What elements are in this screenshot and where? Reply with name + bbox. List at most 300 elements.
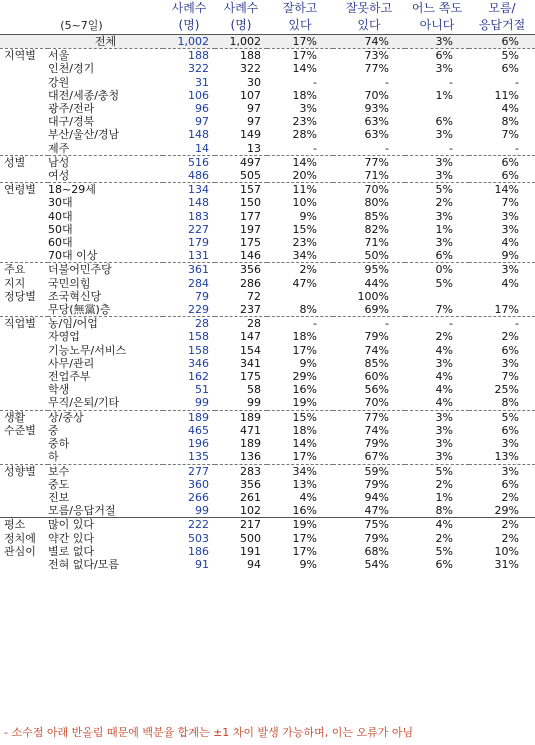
row-sample-count-1: 148 xyxy=(188,128,209,142)
row-subgroup-label: 중도 xyxy=(48,477,70,491)
row-pct-neither: 6% xyxy=(405,49,469,63)
row-pct-neither: 3% xyxy=(435,437,453,451)
row-pct-neither: 3% xyxy=(435,209,453,223)
header-dk-line2: 응답거절 xyxy=(478,18,526,32)
row-subgroup-label: 하 xyxy=(48,450,59,464)
row-pct-neither: 3% xyxy=(435,62,453,76)
row-pct-doing-well: 14% xyxy=(292,437,317,451)
row-subgroup-label: 전혀 없다/모름 xyxy=(48,557,119,571)
row-subgroup-label: 60대 xyxy=(48,236,73,250)
row-pct-neither: 1% xyxy=(435,490,453,504)
row-pct-neither: 4% xyxy=(435,383,453,397)
row-group-label: 수준별 xyxy=(4,423,36,437)
table-row xyxy=(0,558,535,571)
row-pct-doing-badly: 70% xyxy=(333,183,405,197)
row-subgroup-label: 인천/경기 xyxy=(48,62,95,76)
row-group-label xyxy=(0,89,48,102)
row-sample-count-2: 102 xyxy=(240,504,261,518)
row-sample-count-2: 356 xyxy=(240,477,261,491)
row-sample-count-1: 188 xyxy=(163,49,215,63)
row-sample-count-2: 471 xyxy=(240,423,261,437)
table-row xyxy=(0,317,535,331)
row-pct-dont-know: 3% xyxy=(501,222,519,236)
row-sample-count-2: 500 xyxy=(240,531,261,545)
row-pct-neither xyxy=(405,290,469,303)
row-pct-doing-well: 28% xyxy=(292,128,317,142)
row-pct-dont-know: 25% xyxy=(494,383,519,397)
row-group-label xyxy=(0,491,48,504)
table-row xyxy=(0,128,535,141)
row-pct-doing-badly: 47% xyxy=(364,504,389,518)
row-sample-count-2: 94 xyxy=(247,557,261,571)
row-pct-neither: 0% xyxy=(405,263,469,277)
row-pct-dont-know: 3% xyxy=(501,209,519,223)
table-row xyxy=(0,169,535,183)
row-pct-dont-know: 29% xyxy=(494,504,519,518)
row-sample-count-1: 158 xyxy=(188,330,209,344)
row-pct-doing-well: 23% xyxy=(292,115,317,129)
row-pct-dont-know: 7% xyxy=(501,370,519,384)
row-group-label xyxy=(0,437,48,450)
table-row xyxy=(0,330,535,343)
row-pct-doing-well: 17% xyxy=(267,49,333,63)
row-group-label: 연령별 xyxy=(0,183,48,197)
row-pct-dont-know: 2% xyxy=(501,490,519,504)
row-pct-doing-badly: 74% xyxy=(364,343,389,357)
row-pct-doing-badly: - xyxy=(385,141,389,155)
row-group-label xyxy=(0,223,48,236)
table-row xyxy=(0,437,535,450)
row-pct-doing-well: 47% xyxy=(292,276,317,290)
row-sample-count-2: 72 xyxy=(247,289,261,303)
table-row xyxy=(0,115,535,128)
row-group-label xyxy=(0,115,48,128)
table-row xyxy=(0,303,535,317)
table-header xyxy=(0,0,535,35)
row-pct-doing-badly: 54% xyxy=(364,557,389,571)
row-sample-count-2: 97 xyxy=(247,102,261,116)
row-pct-neither: 2% xyxy=(435,330,453,344)
row-sample-count-2: 197 xyxy=(240,222,261,236)
table-row xyxy=(0,155,535,169)
row-sample-count-1: 222 xyxy=(163,518,215,532)
row-sample-count-2: 189 xyxy=(240,437,261,451)
row-group-label xyxy=(0,142,48,156)
row-group-label xyxy=(0,344,48,357)
row-subgroup-label: 학생 xyxy=(48,383,70,397)
row-pct-neither: - xyxy=(405,317,469,331)
row-sample-count-1: 361 xyxy=(163,263,215,277)
row-subgroup-label: 18~29세 xyxy=(48,183,163,197)
row-pct-neither: 1% xyxy=(435,88,453,102)
row-subgroup-label: 제주 xyxy=(48,141,70,155)
row-pct-dont-know: 6% xyxy=(501,477,519,491)
row-pct-doing-well: 15% xyxy=(267,410,333,424)
row-pct-doing-well: 14% xyxy=(267,155,333,169)
row-pct-doing-badly: 74% xyxy=(364,423,389,437)
row-pct-dont-know: 4% xyxy=(501,102,519,116)
row-pct-doing-badly: 77% xyxy=(333,410,405,424)
row-pct-doing-badly: 75% xyxy=(333,518,405,532)
table-row xyxy=(0,196,535,209)
row-pct-dont-know: 7% xyxy=(501,196,519,210)
row-sample-count-1: 503 xyxy=(188,531,209,545)
row-sample-count-2: 237 xyxy=(240,303,261,317)
table-row xyxy=(0,478,535,491)
row-sample-count-1: 158 xyxy=(188,343,209,357)
row-sample-count-1: 31 xyxy=(195,75,209,89)
row-pct-doing-well: 15% xyxy=(292,222,317,236)
table-row xyxy=(0,263,535,277)
table-row xyxy=(0,450,535,464)
row-pct-dont-know: 9% xyxy=(501,249,519,263)
row-pct-dont-know: 2% xyxy=(501,330,519,344)
row-sample-count-1: 1,002 xyxy=(163,35,215,49)
row-pct-dont-know: 8% xyxy=(501,115,519,129)
row-subgroup-label: 무당(無黨)층 xyxy=(48,303,111,317)
row-pct-dont-know: 5% xyxy=(469,410,535,424)
row-pct-doing-well: 4% xyxy=(299,490,317,504)
row-subgroup-label: 보수 xyxy=(48,464,163,478)
table-row xyxy=(0,62,535,75)
row-pct-doing-well: 29% xyxy=(292,370,317,384)
row-subgroup-label: 중 xyxy=(48,423,59,437)
table-row xyxy=(0,49,535,63)
row-group-label xyxy=(0,370,48,383)
row-pct-doing-badly: 77% xyxy=(333,155,405,169)
row-group-label xyxy=(0,303,48,317)
row-sample-count-1: 14 xyxy=(195,141,209,155)
row-pct-dont-know: 14% xyxy=(469,183,535,197)
table-row xyxy=(0,249,535,263)
row-sample-count-2: 147 xyxy=(240,330,261,344)
row-subgroup-label: 서울 xyxy=(48,49,163,63)
header-date-label xyxy=(0,0,163,17)
row-subgroup-label: 여성 xyxy=(48,169,70,183)
row-pct-neither: - xyxy=(449,141,453,155)
row-subgroup-label: 50대 xyxy=(48,222,73,236)
row-pct-doing-well: 23% xyxy=(292,236,317,250)
row-group-label: 정당별 xyxy=(4,289,36,303)
row-subgroup-label: 모름/응답거절 xyxy=(48,504,116,518)
row-group-label: 직업별 xyxy=(0,317,48,331)
row-subgroup-label: 조국혁신당 xyxy=(48,289,102,303)
row-pct-doing-badly: 82% xyxy=(364,222,389,236)
row-pct-neither xyxy=(405,102,469,115)
row-pct-dont-know: 2% xyxy=(469,518,535,532)
row-sample-count-2: 175 xyxy=(240,370,261,384)
row-pct-doing-well: 8% xyxy=(299,303,317,317)
row-sample-count-1: 96 xyxy=(195,102,209,116)
row-sample-count-1: 131 xyxy=(188,249,209,263)
row-subgroup-label: 별로 없다 xyxy=(48,544,95,558)
row-sample-count-2: 149 xyxy=(240,128,261,142)
row-subgroup-label: 상/중상 xyxy=(48,410,163,424)
header-dk-line1: 모름/ xyxy=(488,1,516,15)
row-subgroup-label: 대구/경북 xyxy=(48,115,95,129)
row-pct-doing-badly: 69% xyxy=(364,303,389,317)
row-group-label: 지지 xyxy=(4,276,26,290)
header-period-label: (5~7일) xyxy=(60,19,103,32)
table-row xyxy=(0,223,535,236)
row-pct-neither: 5% xyxy=(405,183,469,197)
table-row xyxy=(0,277,535,290)
row-pct-dont-know: 4% xyxy=(501,236,519,250)
table-row xyxy=(0,76,535,89)
row-pct-doing-badly: 85% xyxy=(364,356,389,370)
row-pct-doing-badly: - xyxy=(333,317,405,331)
row-sample-count-2: 30 xyxy=(247,75,261,89)
row-pct-dont-know: - xyxy=(515,141,519,155)
row-sample-count-2: 283 xyxy=(215,464,267,478)
row-pct-neither: 6% xyxy=(435,557,453,571)
row-pct-dont-know: 6% xyxy=(469,35,535,49)
row-pct-neither: 5% xyxy=(435,544,453,558)
table-row xyxy=(0,504,535,518)
row-group-label xyxy=(0,128,48,141)
row-pct-neither: 2% xyxy=(435,531,453,545)
row-pct-doing-well: 19% xyxy=(267,518,333,532)
row-subgroup-label: 중하 xyxy=(48,437,70,451)
row-subgroup-label: 전업주부 xyxy=(48,370,91,384)
table-row xyxy=(0,410,535,424)
row-group-label xyxy=(0,62,48,75)
table-row xyxy=(0,383,535,396)
row-pct-neither: 6% xyxy=(435,249,453,263)
table-row xyxy=(0,89,535,102)
row-pct-dont-know: 11% xyxy=(494,88,519,102)
row-sample-count-2: 191 xyxy=(240,544,261,558)
row-pct-neither: 4% xyxy=(435,396,453,410)
row-pct-dont-know: 6% xyxy=(501,423,519,437)
row-pct-dont-know: 7% xyxy=(501,128,519,142)
row-pct-dont-know: 17% xyxy=(494,303,519,317)
row-pct-doing-well: 2% xyxy=(267,263,333,277)
row-pct-doing-badly: 56% xyxy=(364,383,389,397)
row-pct-neither: 6% xyxy=(435,115,453,129)
row-pct-dont-know: 4% xyxy=(501,276,519,290)
row-group-label: 성향별 xyxy=(0,464,48,478)
row-pct-doing-well: 17% xyxy=(292,343,317,357)
row-pct-doing-well: 20% xyxy=(292,169,317,183)
table-row xyxy=(0,370,535,383)
row-pct-neither: 1% xyxy=(435,222,453,236)
row-subgroup-label: 무직/은퇴/기타 xyxy=(48,396,120,410)
row-pct-doing-badly: 67% xyxy=(364,450,389,464)
row-pct-dont-know xyxy=(469,290,535,303)
row-group-label: 생활 xyxy=(0,410,48,424)
header-bad-line1: 잘못하고 xyxy=(345,1,393,15)
row-pct-doing-well: 17% xyxy=(292,544,317,558)
row-pct-doing-well: 34% xyxy=(292,249,317,263)
row-pct-doing-well: 17% xyxy=(267,35,333,49)
row-pct-doing-well: - xyxy=(313,75,317,89)
row-pct-doing-well: - xyxy=(313,141,317,155)
row-sample-count-2: 322 xyxy=(240,62,261,76)
row-sample-count-2: 175 xyxy=(240,236,261,250)
row-subgroup-label: 더불어민주당 xyxy=(48,263,163,277)
row-sample-count-2: 497 xyxy=(215,155,267,169)
row-pct-neither: 3% xyxy=(405,410,469,424)
row-sample-count-1: 134 xyxy=(163,183,215,197)
row-pct-dont-know: 3% xyxy=(501,437,519,451)
row-pct-dont-know: 2% xyxy=(501,531,519,545)
table-row-total xyxy=(0,35,535,49)
row-subgroup-label: 70대 이상 xyxy=(48,249,98,263)
row-sample-count-1: 266 xyxy=(188,490,209,504)
row-pct-neither: 5% xyxy=(435,276,453,290)
row-subgroup-label: 약간 있다 xyxy=(48,531,95,545)
row-pct-doing-badly: 74% xyxy=(333,35,405,49)
row-pct-doing-badly: 100% xyxy=(357,289,389,303)
row-sample-count-2: 136 xyxy=(240,450,261,464)
row-pct-neither: 2% xyxy=(435,477,453,491)
row-pct-doing-well: 18% xyxy=(292,88,317,102)
row-subgroup-label: 부산/울산/경남 xyxy=(48,128,120,142)
row-group-label xyxy=(0,478,48,491)
row-pct-dont-know: 31% xyxy=(494,557,519,571)
row-pct-doing-badly: 73% xyxy=(333,49,405,63)
row-subgroup-label: 대전/세종/충청 xyxy=(48,88,120,102)
row-pct-doing-well: 17% xyxy=(292,531,317,545)
row-sample-count-2: 157 xyxy=(215,183,267,197)
row-sample-count-1: 346 xyxy=(188,356,209,370)
row-group-label xyxy=(0,504,48,518)
row-group-label xyxy=(0,35,48,49)
header-neither-line1: 어느 쪽도 xyxy=(411,1,463,15)
row-sample-count-2: 177 xyxy=(240,209,261,223)
row-sample-count-1: 51 xyxy=(195,383,209,397)
row-pct-doing-badly: 63% xyxy=(364,128,389,142)
row-group-label xyxy=(0,169,48,183)
row-pct-doing-well: 9% xyxy=(299,356,317,370)
row-pct-neither: 5% xyxy=(405,464,469,478)
header-neither-line2: 아니다 xyxy=(419,18,455,32)
row-pct-doing-well: 14% xyxy=(292,62,317,76)
row-pct-dont-know: 6% xyxy=(501,62,519,76)
table-row xyxy=(0,424,535,437)
row-group-label: 평소 xyxy=(0,518,48,532)
row-pct-dont-know: 6% xyxy=(501,343,519,357)
row-group-label xyxy=(0,450,48,464)
row-pct-dont-know: 6% xyxy=(501,169,519,183)
row-subgroup-label: 40대 xyxy=(48,209,73,223)
row-subgroup-label: 진보 xyxy=(48,490,70,504)
row-sample-count-1: 79 xyxy=(195,289,209,303)
table-row xyxy=(0,183,535,197)
row-pct-neither: 7% xyxy=(435,303,453,317)
row-pct-neither: 4% xyxy=(435,370,453,384)
row-group-label: 관심이 xyxy=(4,544,36,558)
row-sample-count-1: 28 xyxy=(163,317,215,331)
row-sample-count-2: 28 xyxy=(215,317,267,331)
row-sample-count-1: 99 xyxy=(195,504,209,518)
row-pct-doing-badly: 60% xyxy=(364,370,389,384)
row-sample-count-1: 196 xyxy=(188,437,209,451)
row-group-label: 성별 xyxy=(0,155,48,169)
row-subgroup-label: 남성 xyxy=(48,155,163,169)
row-pct-doing-badly: 50% xyxy=(364,249,389,263)
row-group-label: 지역별 xyxy=(0,49,48,63)
row-pct-neither: 3% xyxy=(435,169,453,183)
table-row xyxy=(0,518,535,532)
table-row xyxy=(0,464,535,478)
row-sample-count-2: 341 xyxy=(240,356,261,370)
header-bad-line2: 있다 xyxy=(357,18,381,32)
row-subgroup-label: 국민의힘 xyxy=(48,276,91,290)
row-pct-doing-well: 34% xyxy=(267,464,333,478)
row-sample-count-1: 284 xyxy=(188,276,209,290)
table-row xyxy=(0,357,535,370)
row-sample-count-1: 99 xyxy=(195,396,209,410)
table-row xyxy=(0,532,535,545)
row-pct-neither: 3% xyxy=(405,35,469,49)
row-pct-dont-know: 13% xyxy=(494,450,519,464)
row-pct-neither: - xyxy=(449,75,453,89)
row-pct-doing-well: 16% xyxy=(292,383,317,397)
row-pct-doing-well xyxy=(267,290,333,303)
row-pct-doing-well: 19% xyxy=(292,396,317,410)
row-pct-doing-badly: 94% xyxy=(364,490,389,504)
row-sample-count-2: 107 xyxy=(240,88,261,102)
row-sample-count-1: 360 xyxy=(188,477,209,491)
row-group-label xyxy=(0,558,48,571)
row-pct-dont-know: - xyxy=(469,317,535,331)
row-pct-doing-badly: 79% xyxy=(364,437,389,451)
row-pct-doing-badly: 68% xyxy=(364,544,389,558)
row-sample-count-2: 286 xyxy=(240,276,261,290)
row-pct-doing-badly: 70% xyxy=(364,88,389,102)
row-pct-doing-well: - xyxy=(267,317,333,331)
row-group-label: 주요 xyxy=(0,263,48,277)
row-subgroup-label: 농/임/어업 xyxy=(48,317,163,331)
row-sample-count-1: 106 xyxy=(188,88,209,102)
row-pct-doing-badly: 85% xyxy=(364,209,389,223)
row-sample-count-2: 99 xyxy=(247,396,261,410)
row-sample-count-2: 154 xyxy=(240,343,261,357)
table-row xyxy=(0,210,535,223)
row-sample-count-1: 91 xyxy=(195,557,209,571)
row-pct-doing-badly: 59% xyxy=(333,464,405,478)
table-row xyxy=(0,396,535,410)
row-pct-neither: 3% xyxy=(435,356,453,370)
row-sample-count-1: 277 xyxy=(163,464,215,478)
table-row xyxy=(0,142,535,156)
row-sample-count-1: 322 xyxy=(188,62,209,76)
row-pct-dont-know: 8% xyxy=(501,396,519,410)
table-row xyxy=(0,102,535,115)
row-sample-count-1: 227 xyxy=(188,222,209,236)
row-pct-doing-well: 16% xyxy=(292,504,317,518)
row-sample-count-2: 189 xyxy=(215,410,267,424)
row-sample-count-2: 505 xyxy=(240,169,261,183)
row-pct-doing-badly: 77% xyxy=(364,62,389,76)
row-pct-neither: 3% xyxy=(405,155,469,169)
row-subgroup-label: 기능노무/서비스 xyxy=(48,343,127,357)
row-pct-dont-know: 10% xyxy=(494,544,519,558)
row-pct-doing-badly: 79% xyxy=(364,477,389,491)
row-pct-doing-well: 11% xyxy=(267,183,333,197)
row-pct-doing-well: 3% xyxy=(299,102,317,116)
row-pct-doing-well: 18% xyxy=(292,423,317,437)
row-pct-dont-know: 3% xyxy=(469,263,535,277)
row-pct-doing-well: 10% xyxy=(292,196,317,210)
row-pct-doing-badly: 79% xyxy=(364,531,389,545)
row-pct-doing-badly: 71% xyxy=(364,236,389,250)
header-n1-line1: 사례수 xyxy=(171,1,207,15)
row-pct-doing-badly: 80% xyxy=(364,196,389,210)
row-subgroup-label: 30대 xyxy=(48,196,73,210)
